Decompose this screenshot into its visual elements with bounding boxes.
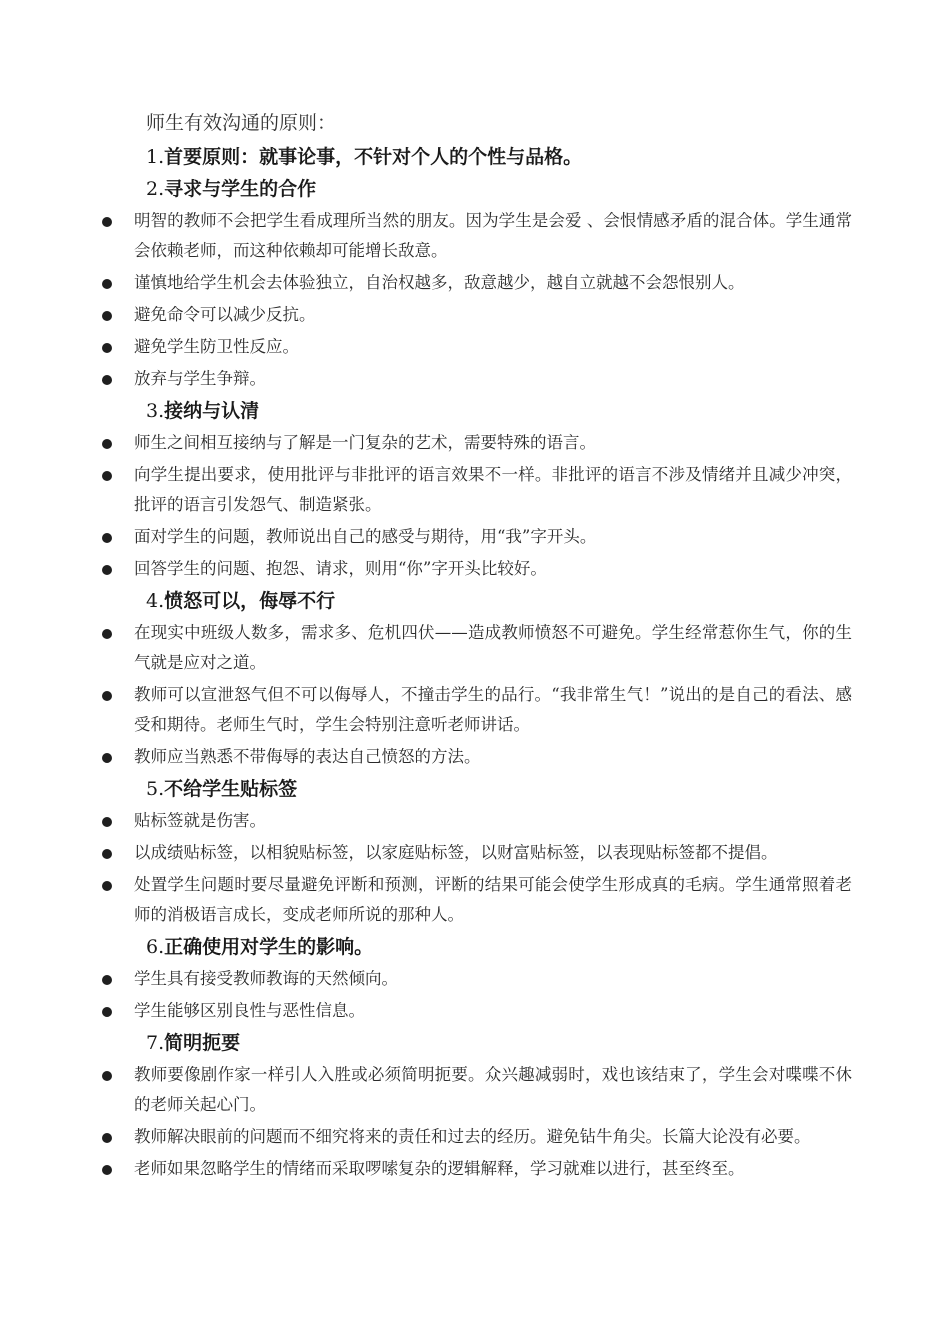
bullet-text: 学生能够区别良性与恶性信息。: [134, 1001, 365, 1020]
bullet-item: [102, 1122, 852, 1152]
bullet-item: [102, 428, 852, 458]
bullet-text: 贴标签就是伤害。: [134, 811, 266, 830]
bullet-dot-icon: [102, 881, 112, 891]
bullet-dot-icon: [102, 375, 112, 385]
section-title: 接纳与认清: [164, 400, 260, 422]
bullet-dot-icon: [102, 629, 112, 639]
bullet-dot-icon: [102, 975, 112, 985]
bullet-text: 向学生提出要求，使用批评与非批评的语言效果不一样。非批评的语言不涉及情绪并且减少冲突，批评的语言引发怨气、制造紧张。: [134, 465, 852, 514]
bullet-text: 教师要像剧作家一样引人入胜或必须简明扼要。众兴趣减弱时，戏也该结束了，学生会对喋喋不休的老师关起心门。: [134, 1065, 852, 1114]
section-heading: [102, 1028, 852, 1058]
bullet-text: 避免学生防卫性反应。: [134, 337, 299, 356]
bullet-dot-icon: [102, 1071, 112, 1081]
bullet-dot-icon: [102, 1165, 112, 1175]
bullet-text: 谨慎地给学生机会去体验独立，自治权越多，敌意越少，越自立就越不会怨恨别人。: [134, 273, 745, 292]
bullet-dot-icon: [102, 279, 112, 289]
bullet-item: [102, 300, 852, 330]
bullet-text: 避免命令可以减少反抗。: [134, 305, 316, 324]
section-title: 不给学生贴标签: [164, 778, 298, 800]
bullet-text: 放弃与学生争辩。: [134, 369, 266, 388]
bullet-item: [102, 364, 852, 394]
bullet-item: [102, 522, 852, 552]
section-number: 7.: [146, 1032, 165, 1054]
bullet-dot-icon: [102, 311, 112, 321]
bullet-item: [102, 996, 852, 1026]
bullet-item: [102, 806, 852, 836]
bullet-item: [102, 1154, 852, 1184]
bullet-dot-icon: [102, 849, 112, 859]
bullet-text: 明智的教师不会把学生看成理所当然的朋友。因为学生是会爱 、会恨情感矛盾的混合体。学生通常会依赖老师，而这种依赖却可能增长敌意。: [134, 211, 852, 260]
document-body: [102, 108, 852, 1186]
bullet-dot-icon: [102, 565, 112, 575]
bullet-item: [102, 964, 852, 994]
bullet-text: 教师可以宣泄怒气但不可以侮辱人，不撞击学生的品行。“我非常生气！”说出的是自己的看法、感受和期待。老师生气时，学生会特别注意听老师讲话。: [134, 685, 852, 734]
section-number: 4.: [146, 590, 165, 612]
section-title: 愤怒可以，侮辱不行: [164, 590, 336, 612]
section-heading: [102, 932, 852, 962]
section-number: 2.: [146, 178, 165, 200]
principles-list: [102, 142, 852, 1184]
section-number: 5.: [146, 778, 165, 800]
bullet-text: 处置学生问题时要尽量避免评断和预测，评断的结果可能会使学生形成真的毛病。学生通常照着老师的消极语言成长，变成老师所说的那种人。: [134, 875, 852, 924]
bullet-item: [102, 460, 852, 520]
section-title: 简明扼要: [164, 1032, 241, 1054]
bullet-dot-icon: [102, 753, 112, 763]
bullet-item: [102, 742, 852, 772]
bullet-text: 师生之间相互接纳与了解是一门复杂的艺术，需要特殊的语言。: [134, 433, 596, 452]
bullet-item: [102, 268, 852, 298]
section-heading: [102, 174, 852, 204]
bullet-item: [102, 680, 852, 740]
section-heading: [102, 586, 852, 616]
bullet-item: [102, 332, 852, 362]
section-heading: [102, 142, 852, 172]
bullet-dot-icon: [102, 471, 112, 481]
section-number: 1.: [146, 146, 165, 168]
bullet-dot-icon: [102, 343, 112, 353]
section-number: 6.: [146, 936, 165, 958]
bullet-item: [102, 618, 852, 678]
bullet-item: [102, 554, 852, 584]
bullet-dot-icon: [102, 1007, 112, 1017]
bullet-dot-icon: [102, 439, 112, 449]
bullet-item: [102, 838, 852, 868]
bullet-dot-icon: [102, 691, 112, 701]
document-intro: 师生有效沟通的原则：: [146, 112, 337, 134]
section-heading: [102, 774, 852, 804]
bullet-dot-icon: [102, 817, 112, 827]
section-title: 寻求与学生的合作: [164, 178, 317, 200]
section-number: 3.: [146, 400, 165, 422]
bullet-text: 回答学生的问题、抱怨、请求，则用“你”字开头比较好。: [134, 559, 547, 578]
bullet-text: 学生具有接受教师教诲的天然倾向。: [134, 969, 398, 988]
bullet-text: 老师如果忽略学生的情绪而采取啰嗦复杂的逻辑解释，学习就难以进行，甚至终至。: [134, 1159, 745, 1178]
bullet-dot-icon: [102, 217, 112, 227]
section-heading: [102, 396, 852, 426]
bullet-text: 面对学生的问题，教师说出自己的感受与期待，用“我”字开头。: [134, 527, 597, 546]
bullet-item: [102, 1060, 852, 1120]
bullet-item: [102, 870, 852, 930]
bullet-text: 在现实中班级人数多，需求多、危机四伏——造成教师愤怒不可避免。学生经常惹你生气，你的生气就是应对之道。: [134, 623, 852, 672]
bullet-text: 以成绩贴标签，以相貌贴标签，以家庭贴标签，以财富贴标签，以表现贴标签都不提倡。: [134, 843, 778, 862]
bullet-dot-icon: [102, 533, 112, 543]
bullet-text: 教师解决眼前的问题而不细究将来的责任和过去的经历。避免钻牛角尖。长篇大论没有必要。: [134, 1127, 811, 1146]
bullet-text: 教师应当熟悉不带侮辱的表达自己愤怒的方法。: [134, 747, 481, 766]
section-title: 正确使用对学生的影响。: [164, 936, 374, 958]
bullet-dot-icon: [102, 1133, 112, 1143]
bullet-item: [102, 206, 852, 266]
section-title: 首要原则：就事论事，不针对个人的个性与品格。: [164, 146, 583, 168]
